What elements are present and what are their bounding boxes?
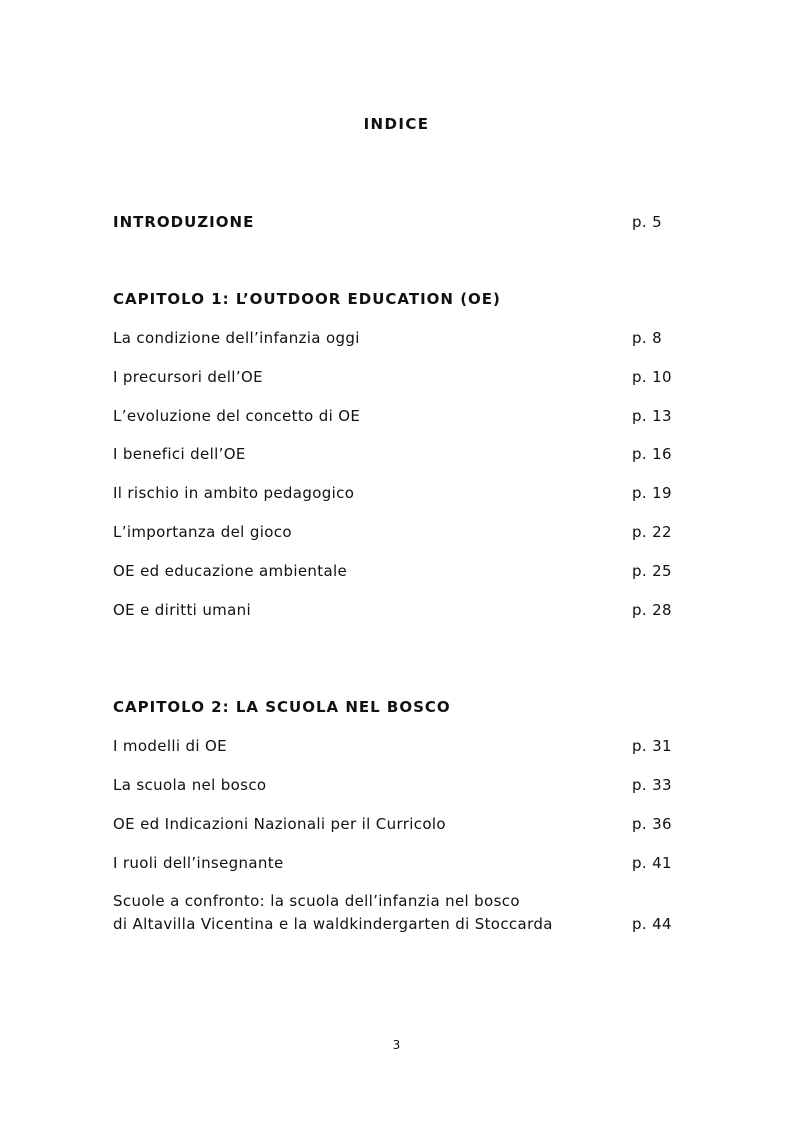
toc-page: p. 28 — [632, 601, 672, 619]
toc-label: L’evoluzione del concetto di OE — [113, 407, 361, 425]
toc-label: La scuola nel bosco — [113, 776, 267, 794]
toc-page: p. 44 — [632, 915, 672, 933]
toc-page: p. 41 — [632, 854, 672, 872]
page-title: INDICE — [363, 115, 430, 133]
toc-page: p. 31 — [632, 737, 672, 755]
toc-label: I ruoli dell’insegnante — [113, 854, 284, 872]
toc-page: p. 8 — [632, 329, 663, 347]
toc-label: I benefici dell’OE — [113, 445, 246, 463]
toc-label: OE ed Indicazioni Nazionali per il Curricolo — [113, 815, 446, 833]
toc-label: OE e diritti umani — [113, 601, 252, 619]
toc-page: p. 19 — [632, 484, 672, 502]
toc-label: I modelli di OE — [113, 737, 227, 755]
toc-page: p. 22 — [632, 523, 672, 541]
toc-page: p. 33 — [632, 776, 672, 794]
toc-label-line-2: di Altavilla Vicentina e la waldkindergarten di Stoccarda — [113, 915, 553, 933]
toc-label: La condizione dell’infanzia oggi — [113, 329, 360, 347]
chapter-heading-text: CAPITOLO 1: L’OUTDOOR EDUCATION (OE) — [113, 290, 501, 308]
toc-page: p. 16 — [632, 445, 672, 463]
chapter-heading-text: CAPITOLO 2: LA SCUOLA NEL BOSCO — [113, 698, 451, 716]
toc-page: p. 10 — [632, 368, 672, 386]
page-number: 3 — [392, 1038, 401, 1052]
toc-label-line-1: Scuole a confronto: la scuola dell’infanzia nel bosco — [113, 892, 520, 910]
toc-label: INTRODUZIONE — [113, 213, 255, 231]
toc-label: OE ed educazione ambientale — [113, 562, 348, 580]
toc-page: p. 13 — [632, 407, 672, 425]
toc-page: p. 36 — [632, 815, 672, 833]
toc-label: L’importanza del gioco — [113, 523, 292, 541]
toc-label: Il rischio in ambito pedagogico — [113, 484, 355, 502]
toc-page: p. 25 — [632, 562, 672, 580]
toc-page: p. 5 — [632, 213, 663, 231]
toc-label: I precursori dell’OE — [113, 368, 263, 386]
